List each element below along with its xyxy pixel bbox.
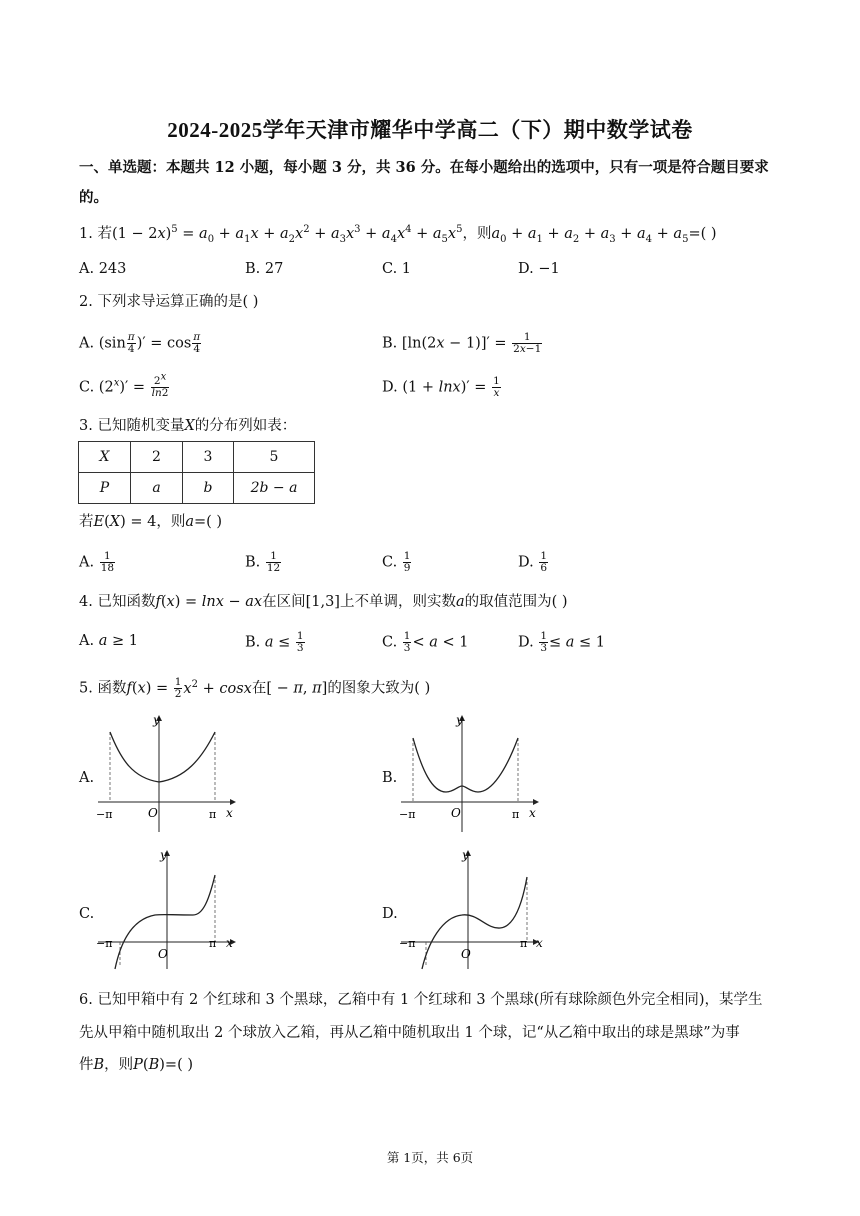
distribution-table — [78, 441, 315, 504]
question-4-stem: 4. 已知函数f(x) = lnx − ax在区间[1,3]上不单调，则实数a的取值范围为( ) — [79, 594, 568, 610]
question-5-stem: 5. 函数f(x) = $\frac{1}{2}$ $x^2 + \cos x$在[ − π, π]的图象大致为( ) — [79, 676, 431, 700]
table-cell: 3 — [183, 442, 234, 473]
question-6-line1: 6. 已知甲箱中有 2 个红球和 3 个黑球，乙箱中有 1 个红球和 3 个黑球(所有球除颜色外完全相同)，某学生 — [79, 992, 763, 1008]
graph-d — [396, 845, 546, 970]
q3-option-d: D. $\frac{1}{6}$ — [518, 550, 548, 574]
neg-pi-label: −π — [96, 808, 113, 821]
origin-label: O — [158, 947, 168, 961]
neg-pi-label: −π — [399, 808, 416, 821]
q4-option-a: A. a ≥ 1 — [79, 633, 138, 649]
axis-y-label: y — [456, 713, 463, 727]
axis-x-label: x — [536, 936, 543, 950]
page-title: 2024-2025学年天津市耀华中学高二（下）期中数学试卷 — [167, 118, 693, 142]
pi-label: π — [512, 808, 520, 821]
axis-x-label: x — [226, 806, 233, 820]
q2-option-c: C. $(2^x)'$ = $\frac{2^x}{\ln 2}$ — [79, 371, 169, 399]
page-footer: 第 1页，共 6页 — [386, 1150, 474, 1165]
origin-label: O — [461, 947, 471, 961]
neg-pi-label: −π — [96, 937, 113, 950]
question-6-line2: 先从甲箱中随机取出 2 个球放入乙箱，再从乙箱中随机取出 1 个球，记“从乙箱中取出的球是黑球”为事 — [79, 1025, 740, 1041]
q1-option-a: A. 243 — [79, 261, 127, 277]
pi-label: π — [520, 937, 528, 950]
question-3-stem: 3. 已知随机变量X的分布列如表： — [79, 418, 297, 434]
pi-label: π — [209, 937, 217, 950]
axis-x-label: x — [529, 806, 536, 820]
q4-option-c: C. $\frac{1}{3}$ < a < 1 — [382, 630, 469, 654]
graph-c — [93, 845, 243, 970]
q4-option-b: B. a ≤ $\frac{1}{3}$ — [245, 630, 304, 654]
section-heading-line1: 一、单选题：本题共 12 小题，每小题 3 分，共 36 分。在每小题给出的选项中，只有一项是符合题目要求 — [79, 159, 769, 176]
table-row — [79, 473, 315, 504]
graph-b — [396, 710, 546, 835]
table-cell: b — [183, 473, 234, 504]
graph-a — [93, 710, 243, 835]
axis-y-label: y — [153, 713, 160, 727]
table-row — [79, 442, 315, 473]
question-1-stem: 1. 若$(1 - 2x)^5 = a_0 + a_1x + a_2x^2 + a_3x^3 + a_4x^4 + a_5x^5$，则$a_0 + a_1 + a_2 + a_3 + a_4 + a_5=$( ) — [79, 224, 717, 245]
q4-option-d: D. $\frac{1}{3}$ ≤ a ≤ 1 — [518, 630, 606, 654]
origin-label: O — [148, 806, 158, 820]
q3-option-b: B. $\frac{1}{12}$ — [245, 550, 281, 574]
table-cell: P — [79, 473, 131, 504]
q5-option-d-label: D. — [382, 906, 398, 922]
axis-y-label: y — [160, 848, 167, 862]
section-heading-line2: 的。 — [79, 189, 108, 206]
q5-option-a-label: A. — [79, 770, 95, 786]
table-cell: a — [131, 473, 183, 504]
q2-option-b: B. [ln(2x − 1)]′ = $\frac{1}{2x-1}$ — [382, 331, 542, 355]
question-3-condition: 若E(X) = 4，则a=( ) — [79, 514, 223, 530]
q2-option-a: A. (sin $\frac{\pi}{4}$ )′ = cos $\frac{\pi}{4}$ — [79, 331, 201, 355]
table-cell: 5 — [234, 442, 315, 473]
pi-label: π — [209, 808, 217, 821]
question-6-line3: 件B，则P(B)=( ) — [79, 1057, 193, 1073]
origin-label: O — [451, 806, 461, 820]
q3-option-c: C. $\frac{1}{9}$ — [382, 550, 411, 574]
q3-option-a: A. $\frac{1}{18}$ — [79, 550, 115, 574]
q5-option-b-label: B. — [382, 770, 398, 786]
q1-option-d: D. −1 — [518, 261, 560, 277]
neg-pi-label: −π — [399, 937, 416, 950]
q1-option-c: C. 1 — [382, 261, 412, 277]
table-cell: 2 — [131, 442, 183, 473]
question-2-stem: 2. 下列求导运算正确的是( ) — [79, 294, 259, 310]
q1-option-b: B. 27 — [245, 261, 284, 277]
table-cell: 2b − a — [234, 473, 315, 504]
q5-option-c-label: C. — [79, 906, 95, 922]
table-cell: X — [79, 442, 131, 473]
axis-x-label: x — [226, 936, 233, 950]
q2-option-d: D. (1 + lnx)′ = $\frac{1}{x}$ — [382, 375, 500, 399]
axis-y-label: y — [462, 848, 469, 862]
